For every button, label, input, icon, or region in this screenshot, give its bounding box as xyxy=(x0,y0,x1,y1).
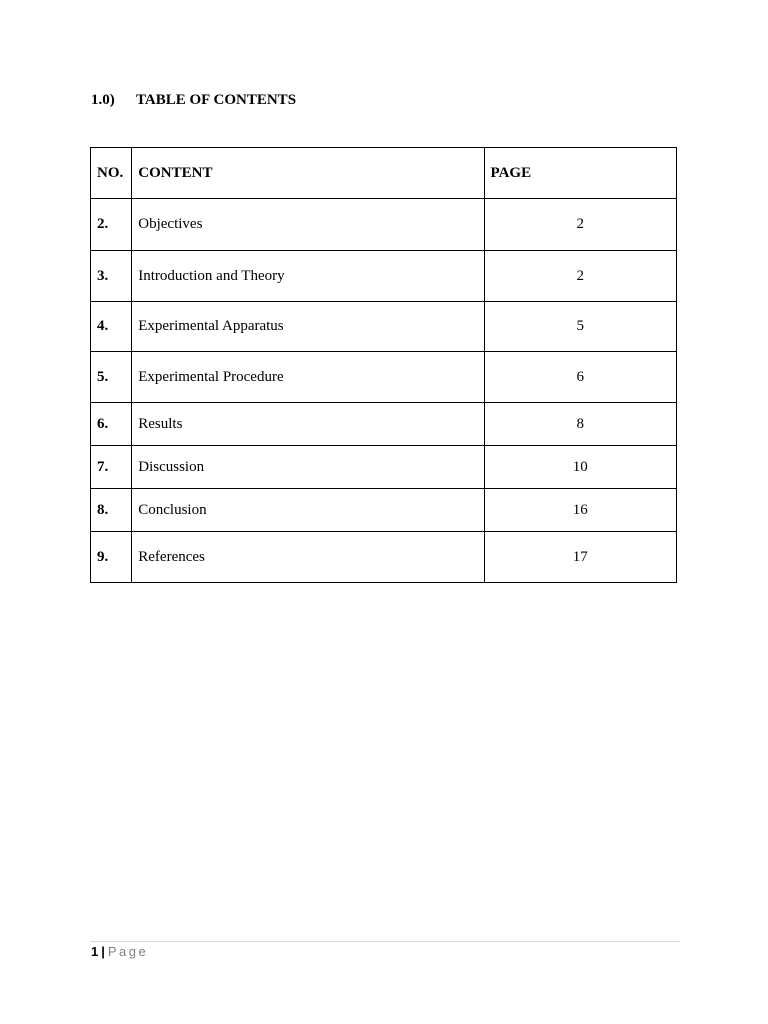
row-no: 8. xyxy=(91,489,132,532)
row-page: 6 xyxy=(484,352,676,403)
header-no: NO. xyxy=(91,148,132,199)
section-heading xyxy=(91,92,296,109)
table-row xyxy=(91,532,677,583)
row-content: Experimental Procedure xyxy=(132,352,484,403)
row-no: 6. xyxy=(91,403,132,446)
row-page: 2 xyxy=(484,199,676,251)
section-number: 1.0) xyxy=(91,92,115,108)
footer-separator: | xyxy=(101,944,105,959)
footer-divider xyxy=(90,941,680,942)
header-page: PAGE xyxy=(484,148,676,199)
table-row xyxy=(91,251,677,302)
table-row xyxy=(91,403,677,446)
table-header-row xyxy=(91,148,677,199)
table-row xyxy=(91,489,677,532)
row-content: Experimental Apparatus xyxy=(132,302,484,352)
table-row xyxy=(91,446,677,489)
row-no: 4. xyxy=(91,302,132,352)
header-content: CONTENT xyxy=(132,148,484,199)
row-page: 5 xyxy=(484,302,676,352)
footer-page-number: 1 xyxy=(91,944,99,959)
row-content: References xyxy=(132,532,484,583)
footer-page-label: Page xyxy=(107,944,149,959)
table-row xyxy=(91,302,677,352)
row-content: Introduction and Theory xyxy=(132,251,484,302)
row-page: 8 xyxy=(484,403,676,446)
row-no: 9. xyxy=(91,532,132,583)
row-page: 17 xyxy=(484,532,676,583)
row-page: 2 xyxy=(484,251,676,302)
row-no: 5. xyxy=(91,352,132,403)
row-page: 16 xyxy=(484,489,676,532)
row-content: Conclusion xyxy=(132,489,484,532)
table-row xyxy=(91,352,677,403)
row-page: 10 xyxy=(484,446,676,489)
row-no: 3. xyxy=(91,251,132,302)
table-row xyxy=(91,199,677,251)
row-content: Discussion xyxy=(132,446,484,489)
row-content: Objectives xyxy=(132,199,484,251)
section-title: TABLE OF CONTENTS xyxy=(136,92,297,108)
table-of-contents xyxy=(90,147,677,583)
page-footer xyxy=(91,944,148,959)
row-no: 2. xyxy=(91,199,132,251)
row-no: 7. xyxy=(91,446,132,489)
row-content: Results xyxy=(132,403,484,446)
